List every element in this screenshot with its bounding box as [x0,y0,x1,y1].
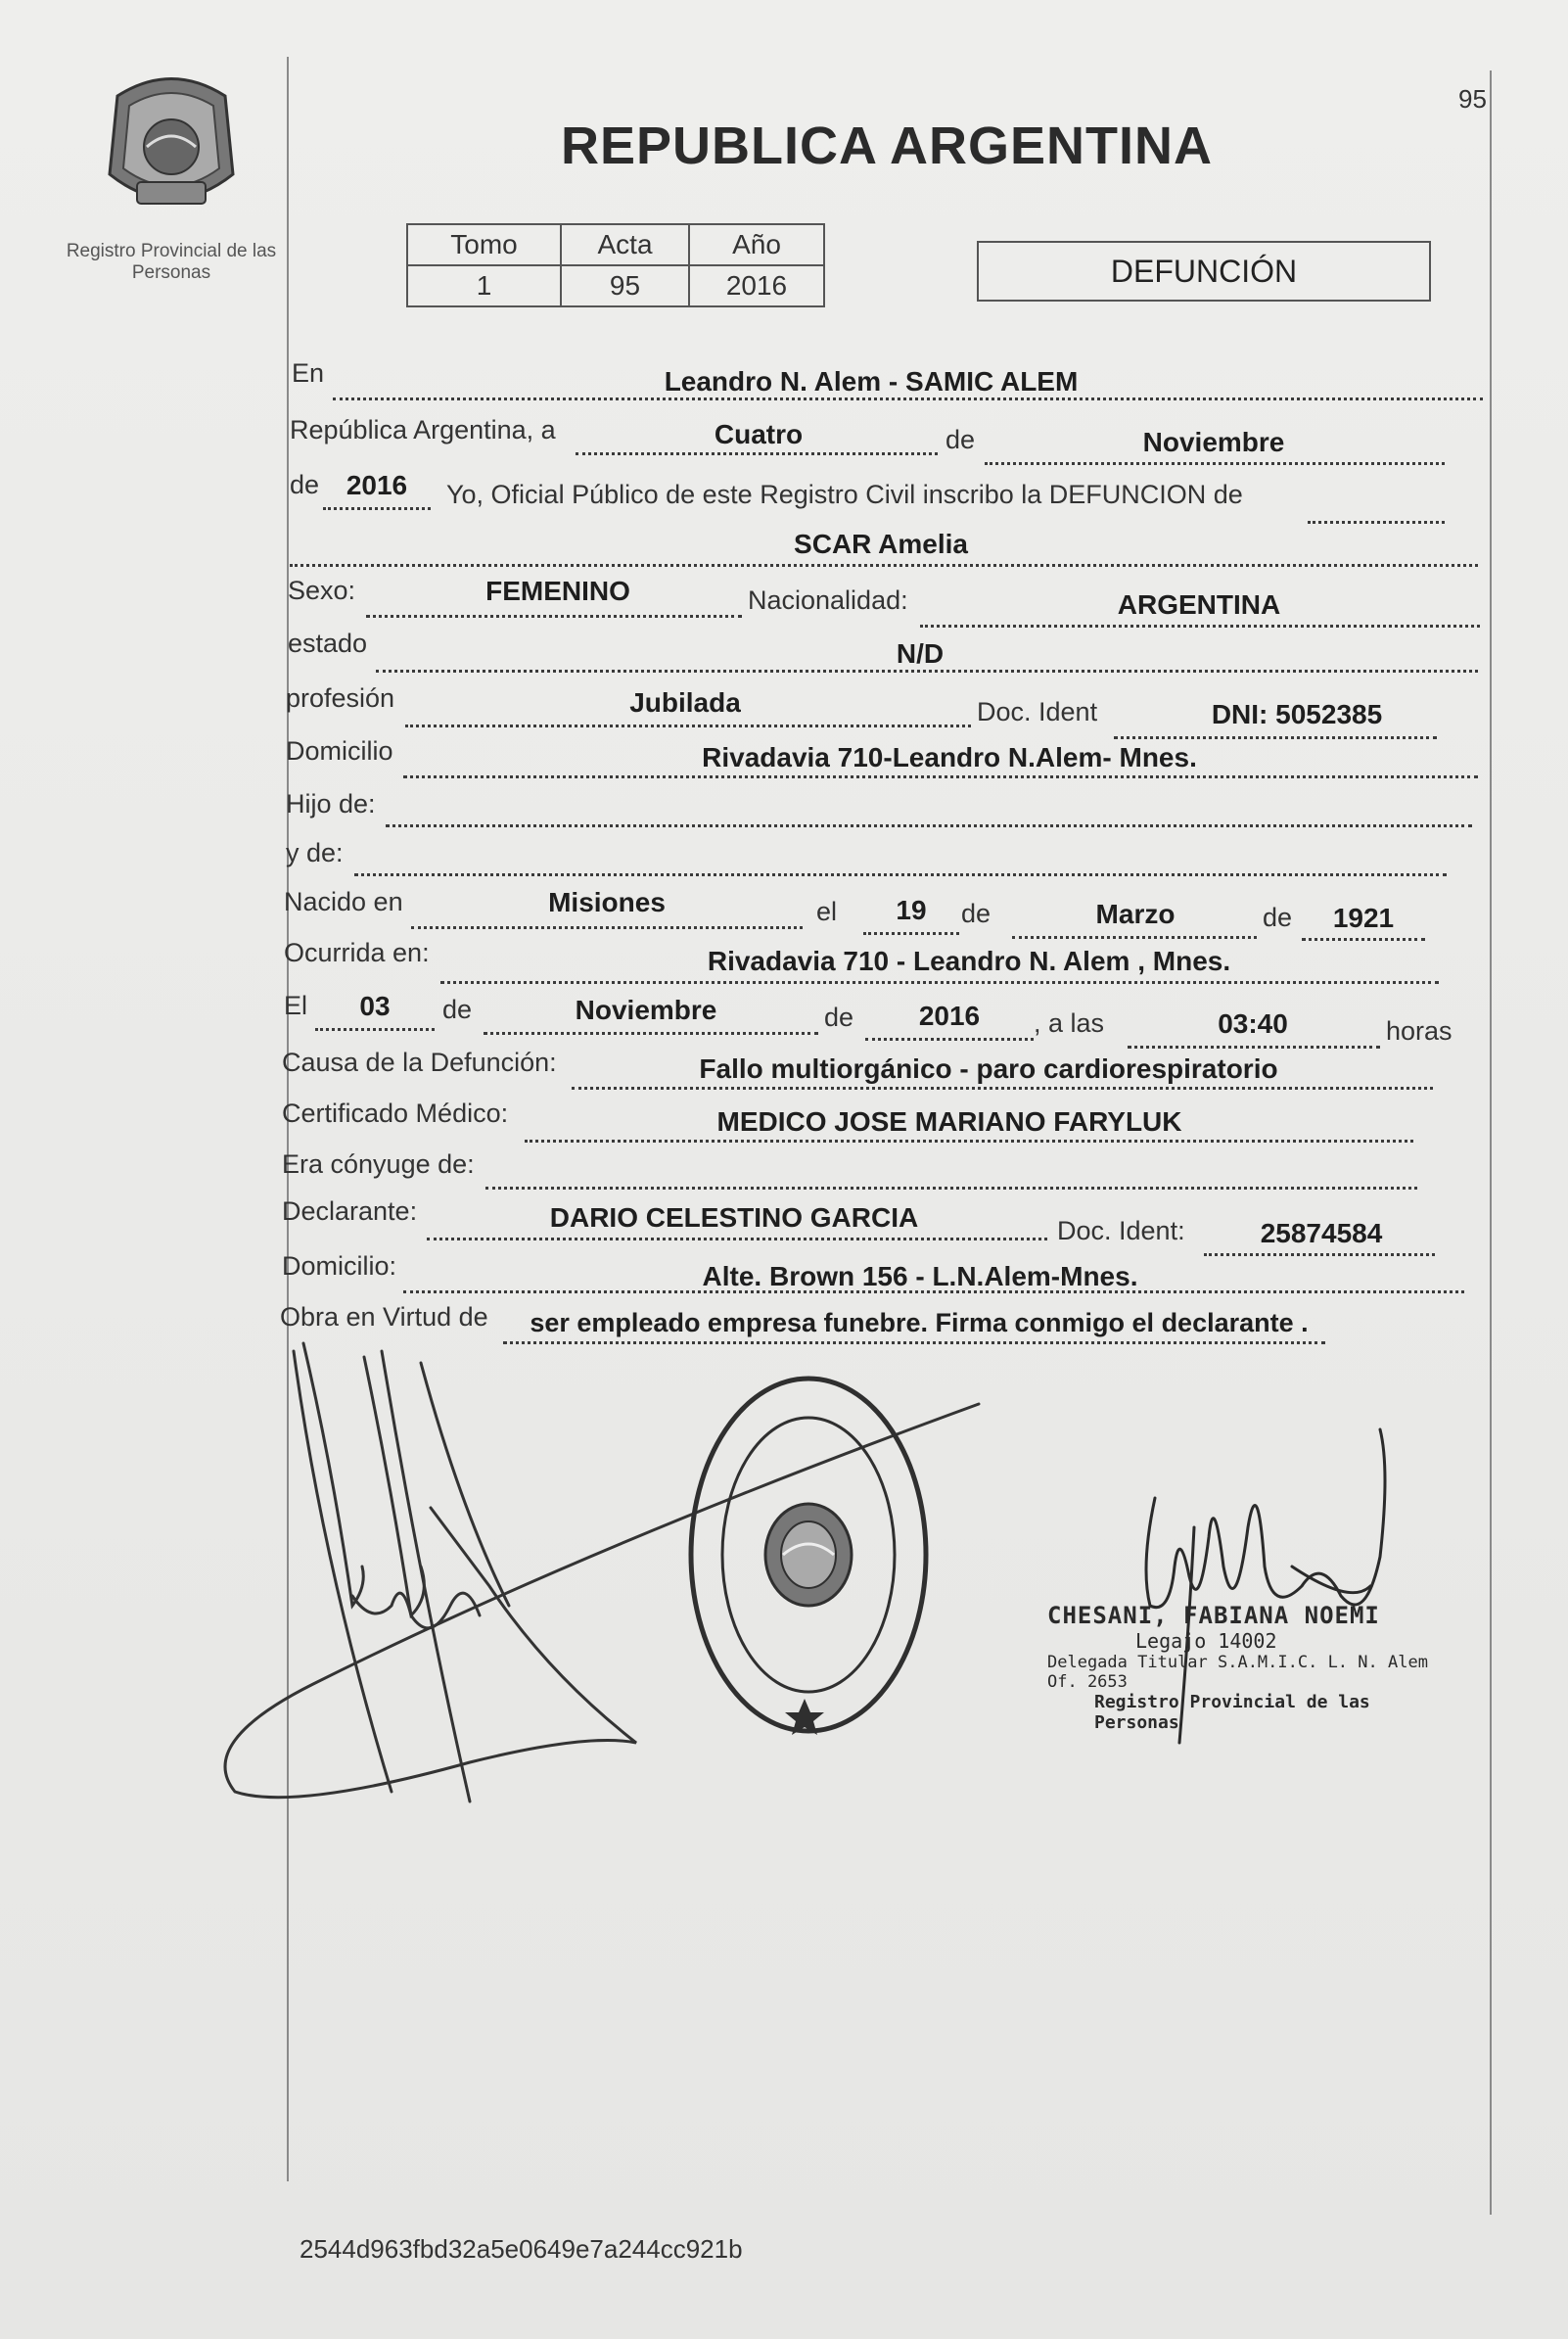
certificado-label: Certificado Médico: [282,1099,509,1128]
nac-dia-value: 19 [896,895,927,925]
registro-provincial-label: Registro Provincial de las Personas [66,241,277,283]
certificado-value: MEDICO JOSE MARIANO FARYLUK [716,1106,1182,1137]
profesion-value: Jubilada [629,687,741,718]
fill-line [865,1038,1034,1041]
row-estado [0,629,1568,678]
de-label: de [945,425,976,454]
conyuge-label: Era cónyuge de: [282,1149,475,1179]
fill-line [484,1032,818,1035]
de-label: de [442,995,473,1024]
fill-line [386,824,1472,827]
nombre-value: SCAR Amelia [794,529,968,559]
row-ocurrida [0,938,1568,987]
delegacion-stamp [691,1379,926,1735]
domicilio-label: Domicilio: [282,1251,397,1281]
row-certificado [0,1099,1568,1147]
a-las-label: , a las [1034,1008,1105,1038]
en-label: En [292,358,325,388]
dia-letras-value: Cuatro [714,419,804,449]
profesion-label: profesión [286,683,395,713]
de-label: de [824,1003,854,1032]
horas-label: horas [1386,1016,1453,1046]
fill-line [354,873,1447,876]
fill-line [366,615,742,618]
el-label: el [816,897,838,926]
official-signer-block [1047,1602,1458,1733]
declarante-doc-value: 25874584 [1260,1218,1383,1248]
row-domicilio-declarante [0,1251,1568,1300]
fill-line [920,625,1480,628]
acta-value: 95 [561,265,689,306]
declarant-signature [225,1343,979,1801]
doc-ident-label: Doc. Ident: [1057,1216,1185,1245]
nac-anio-value: 1921 [1332,903,1395,933]
fill-line [576,452,938,455]
row-intro [0,470,1568,519]
row-profesion [0,683,1568,732]
nac-mes-value: Marzo [1095,899,1176,929]
def-anio-value: 2016 [918,1001,981,1031]
document-type-box: DEFUNCIÓN [977,241,1431,302]
signer-cargo: Delegada Titular S.A.M.I.C. L. N. Alem Of. 2653 [1047,1653,1428,1692]
nacionalidad-value: ARGENTINA [1117,589,1281,620]
fill-line [1308,521,1445,524]
fill-line [485,1187,1417,1190]
row-causa [0,1048,1568,1097]
sexo-label: Sexo: [288,576,356,605]
de-label: de [1263,903,1293,932]
row-declarante [0,1196,1568,1248]
acta-header: Acta [561,224,689,265]
fill-line [411,926,803,929]
obra-label: Obra en Virtud de [280,1302,488,1332]
nacionalidad-label: Nacionalidad: [748,585,908,615]
declarante-label: Declarante: [282,1196,418,1226]
hijo-de-label: Hijo de: [286,789,376,819]
row-conyuge [0,1149,1568,1198]
estado-value: N/D [896,638,945,669]
document-hash: 2544d963fbd32a5e0649e7a244cc921b [300,2234,743,2264]
de-label: de [961,899,992,928]
signer-name: CHESANI, FABIANA NOEMI [1047,1602,1380,1629]
fill-line [315,1028,435,1031]
documento-value: DNI: 5052385 [1211,699,1383,729]
fill-line [572,1087,1433,1090]
fill-line [405,725,971,727]
lugar-value: Leandro N. Alem - SAMIC ALEM [664,366,1079,397]
intro-text: Yo, Oficial Público de este Registro Civil inscribo la DEFUNCION de [446,480,1243,509]
fill-line [427,1238,1047,1240]
signer-registro: Registro Provincial de las Personas [1094,1692,1370,1733]
anio-value: 2016 [689,265,824,306]
mes-value: Noviembre [1142,427,1285,457]
fill-line [985,462,1445,465]
tomo-header: Tomo [407,224,561,265]
row-sexo-nacionalidad [0,576,1568,625]
document-title: REPUBLICA ARGENTINA [561,117,1213,175]
obra-value: ser empleado empresa funebre. Firma conmigo el declarante . [530,1308,1309,1337]
de-label: de [290,470,320,499]
estado-label: estado [288,629,368,658]
fill-line [323,507,431,510]
domicilio-value: Rivadavia 710-Leandro N.Alem- Mnes. [702,742,1197,772]
republica-label: República Argentina, a [290,415,556,444]
fill-line [290,564,1478,567]
signer-legajo: Legajo 14002 [1135,1629,1277,1653]
ocurrida-en-value: Rivadavia 710 - Leandro N. Alem , Mnes. [707,946,1231,976]
row-fecha-defuncion [0,991,1568,1046]
declarante-domicilio-value: Alte. Brown 156 - L.N.Alem-Mnes. [702,1261,1138,1291]
fill-line [863,932,959,935]
anio-header: Año [689,224,824,265]
tomo-acta-anio-table [406,223,825,307]
def-dia-value: 03 [359,991,391,1021]
fill-line [525,1140,1413,1143]
row-domicilio [0,736,1568,785]
tomo-value: 1 [407,265,561,306]
nacido-en-label: Nacido en [284,887,403,916]
row-lugar [0,358,1568,407]
fill-line [440,981,1439,984]
row-nacimiento [0,887,1568,936]
row-y-de [0,838,1568,887]
fill-line [333,398,1483,400]
nacido-en-value: Misiones [548,887,666,917]
y-de-label: y de: [286,838,344,867]
page-number: 95 [1458,84,1487,114]
anio-inscripcion-value: 2016 [346,470,408,500]
causa-label: Causa de la Defunción: [282,1048,557,1077]
domicilio-label: Domicilio [286,736,393,766]
fill-line [503,1341,1325,1344]
row-obra [0,1302,1568,1351]
row-hijo-de [0,789,1568,838]
sexo-value: FEMENINO [485,576,630,606]
declarante-value: DARIO CELESTINO GARCIA [549,1202,919,1233]
fill-line [376,670,1478,673]
el-cap-label: El [284,991,308,1020]
row-fecha-inscripcion [0,415,1568,464]
provincial-seal-logo [98,67,245,223]
row-nombre [0,525,1568,574]
fill-line [403,775,1478,778]
def-hora-value: 03:40 [1218,1008,1288,1039]
causa-value: Fallo multiorgánico - paro cardiorespiratorio [699,1053,1278,1084]
ocurrida-en-label: Ocurrida en: [284,938,430,967]
def-mes-value: Noviembre [575,995,717,1025]
doc-ident-label: Doc. Ident [977,697,1098,726]
